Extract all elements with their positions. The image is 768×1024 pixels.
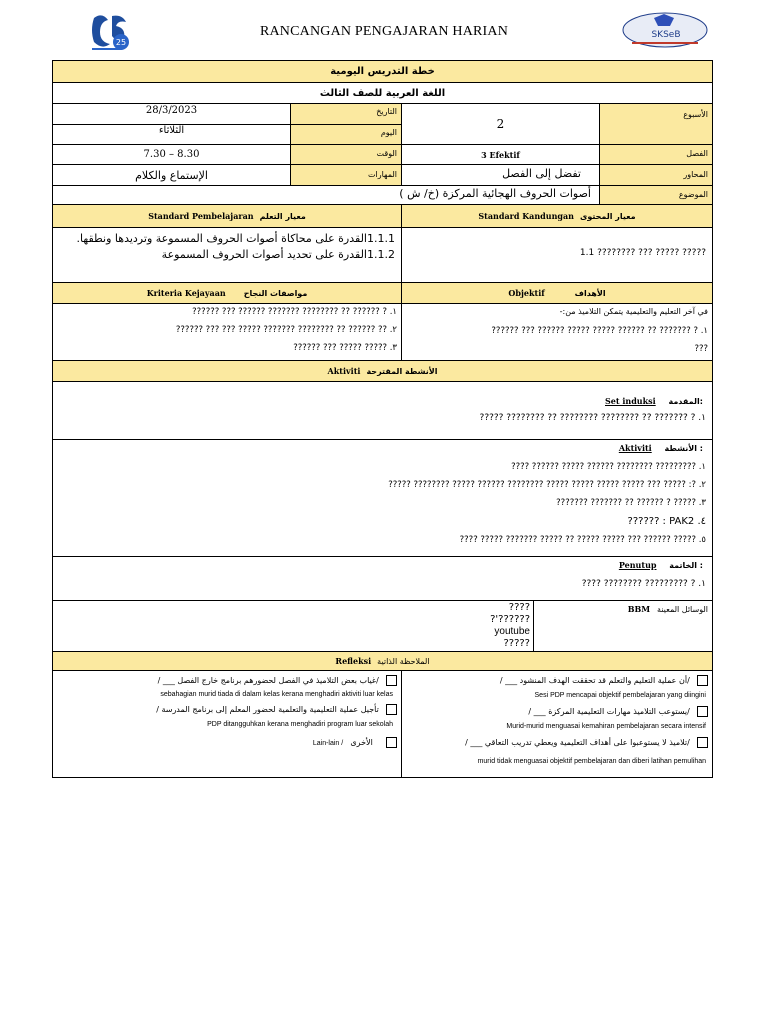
- sp-value-2: 1.1.2القدرة على تحديد أصوات الحروف المسموعة: [161, 248, 395, 261]
- closing-item: ١. ? ????????? ???????? ????: [581, 579, 706, 589]
- reflection-r3-checkbox[interactable]: [697, 737, 708, 748]
- class-value: 3 Efektif: [401, 145, 599, 164]
- closing-ms: Penutup: [618, 560, 657, 570]
- date-value: 28/3/2023: [145, 105, 198, 116]
- bbm-label-ms: BBM: [627, 604, 651, 614]
- reflection-header-row: [53, 652, 712, 671]
- sk-value: ????? ????? ??? ???????? 1.1: [579, 248, 706, 258]
- bbm-line-2: ?'??????: [490, 614, 530, 625]
- info-row-topic: [53, 186, 712, 205]
- day-label: اليوم: [291, 124, 401, 144]
- reflection-r3-ar: / ___ تلاميذ لا يستوعبوا على أهداف التعليمية ويعطي تدريب التعاقي/: [465, 738, 690, 747]
- criteria-header-ms: Kriteria Kejayaan: [146, 288, 226, 298]
- reflection-header-ms: Refleksi: [335, 656, 372, 666]
- sp-value-1: 1.1.1القدرة على محاكاة أصوات الحروف المسموعة وترديدها ونطقها.: [76, 232, 395, 245]
- induction-row: [53, 382, 712, 440]
- activities-header-row: [53, 361, 712, 382]
- objectives-header-ms: Objektif: [508, 288, 545, 298]
- objectives-item-1: ١. ? ??????? ?? ?????? ????? ????? ?????? ??? ??????: [491, 326, 708, 336]
- reflection-content-row: [53, 671, 712, 777]
- activities-header-ar: الأنشطة المقترحة: [366, 366, 438, 376]
- reflection-r2-ms: Murid-murid menguasai kemahiran pembelajaran secara intensif: [506, 723, 706, 730]
- bbm-line-4: ?????: [503, 638, 530, 649]
- reflection-l1-checkbox[interactable]: [386, 675, 397, 686]
- bbm-line-3: youtube: [494, 626, 530, 637]
- sp-header-ms: Standard Pembelajaran: [148, 211, 254, 221]
- criteria-item-3: ٣. ????? ????? ??? ??????: [293, 343, 397, 353]
- standards-header-row: [53, 205, 712, 228]
- logo-left-number: 25: [115, 38, 127, 47]
- reflection-l2-checkbox[interactable]: [386, 704, 397, 715]
- activity-item-4: ٤. PAK2 : ??????: [627, 516, 706, 527]
- reflection-l1-ms: sebahagian murid tiada di dalam kelas kerana menghadiri aktiviti luar kelas: [160, 691, 393, 698]
- induction-ms: Set induksi: [605, 396, 656, 406]
- time-label: الوقت: [290, 145, 401, 164]
- topic-label: الموضوع: [599, 186, 712, 204]
- document-title: RANCANGAN PENGAJARAN HARIAN: [259, 24, 509, 39]
- reflection-r1-checkbox[interactable]: [697, 675, 708, 686]
- criteria-item-2: ٢. ?? ?????? ?? ???????? ??????? ????? ??? ??? ??????: [175, 325, 397, 335]
- activity-item-3: ٣. ????? ? ?????? ?? ??????? ???????: [556, 498, 706, 508]
- date-label: التاريخ: [376, 107, 397, 116]
- bbm-line-1: ????: [508, 602, 530, 613]
- axis-label: المحاور: [599, 165, 712, 185]
- topic-value: أصوات الحروف الهجائية المركزة (خ/ ش ): [399, 187, 591, 200]
- day-value: الثلاثاء: [53, 124, 290, 144]
- plan-title-row: [53, 61, 712, 83]
- closing-ar: الخاتمة :: [669, 561, 703, 570]
- objectives-header-ar: الأهداف: [574, 288, 606, 298]
- criteria-item-1: ١. ? ?????? ?? ???????? ??????? ?????? ??? ??????: [192, 307, 397, 317]
- logo-right: [620, 10, 710, 52]
- skills-label: المهارات: [290, 165, 401, 185]
- plan-title: خطة التدريس اليومية: [330, 66, 435, 77]
- reflection-r1-ms: Sesi PDP mencapai objektif pembelajaran yang diingini: [534, 692, 706, 699]
- bbm-label-ar: الوسائل المعينة: [656, 605, 708, 614]
- objectives-content-row: [53, 304, 712, 361]
- standards-content-row: [53, 228, 712, 283]
- activity-item-2: ٢. ?: ????? ??? ????? ????? ????? ????? ???????? ?????? ????? ???????? ?????: [388, 480, 706, 490]
- closing-row: [53, 557, 712, 601]
- reflection-header-ar: الملاحظة الذاتية: [377, 656, 430, 666]
- activities-row: [53, 440, 712, 557]
- reflection-l3-checkbox[interactable]: [386, 737, 397, 748]
- criteria-header-ar: مواصفات النجاح: [243, 288, 308, 298]
- objectives-header-row: [53, 283, 712, 304]
- info-row-time-class: [53, 145, 712, 165]
- week-value: 2: [401, 104, 599, 144]
- time-value: 7.30 – 8.30: [143, 149, 200, 160]
- bbm-row: [53, 601, 712, 652]
- reflection-l3-ms: Lain-lain /: [312, 740, 344, 747]
- logo-right-text: SKSeB: [651, 30, 681, 40]
- induction-item: ١. ? ??????? ?? ???????? ???????? ?? ???????? ?????: [479, 413, 706, 423]
- reflection-l1-ar: / ___ غياب بعض التلاميذ في الفصل لحضورهم برنامج خارج الفصل/: [157, 676, 379, 685]
- reflection-r2-ar: / ___ يستوعب التلاميذ مهارات التعليمية المركزة/: [528, 707, 690, 716]
- subject: اللغة العربية للصف الثالث: [319, 87, 446, 99]
- skills-value: الإستماع والكلام: [135, 168, 208, 182]
- sk-header-ms: Standard Kandungan: [478, 211, 574, 221]
- activity-ms: Aktiviti: [618, 443, 652, 453]
- lesson-plan-table: [52, 60, 713, 778]
- reflection-l2-ms: PDP ditangguhkan kerana menghadiri program luar sekolah: [207, 721, 393, 728]
- activities-header-ms: Aktiviti: [327, 366, 361, 376]
- info-row-date-week: [53, 104, 712, 145]
- activity-item-5: ٥. ????? ?????? ??? ????? ????? ?? ????? ??????? ????? ????: [459, 535, 706, 545]
- reflection-r1-ar: / ___ أن عملية التعليم والتعلم قد تحققت الهدف المنشود/: [499, 676, 690, 685]
- week-label: الأسبوع: [599, 104, 712, 144]
- activity-item-1: ١. ????????? ???????? ?????? ????? ?????? ????: [511, 462, 706, 472]
- activity-ar: الأنشطة :: [664, 444, 703, 453]
- objectives-item-2: ???: [694, 344, 708, 354]
- objectives-intro: في آخر التعليم والتعليمية يتمكن التلاميذ من:-: [559, 307, 708, 316]
- reflection-l3-ar: الأخرى: [350, 738, 373, 747]
- reflection-l2-ar: / تأجيل عملية التعليمية والتعلمية لحضور المعلم إلى برنامج المدرسة: [156, 705, 379, 714]
- induction-ar: المقدمة:: [668, 397, 703, 406]
- subject-row: [53, 83, 712, 104]
- sk-header-ar: معيار المحتوى: [580, 211, 636, 221]
- reflection-r3-ms: murid tidak menguasai objektif pembelajaran dan diberi latihan pemulihan: [477, 758, 706, 765]
- axis-value: تفضل إلى الفصل: [401, 165, 599, 185]
- info-row-skills-axis: [53, 165, 712, 186]
- class-label: الفصل: [599, 145, 712, 164]
- sp-header-ar: معيار التعلم: [259, 211, 306, 221]
- reflection-r2-checkbox[interactable]: [697, 706, 708, 717]
